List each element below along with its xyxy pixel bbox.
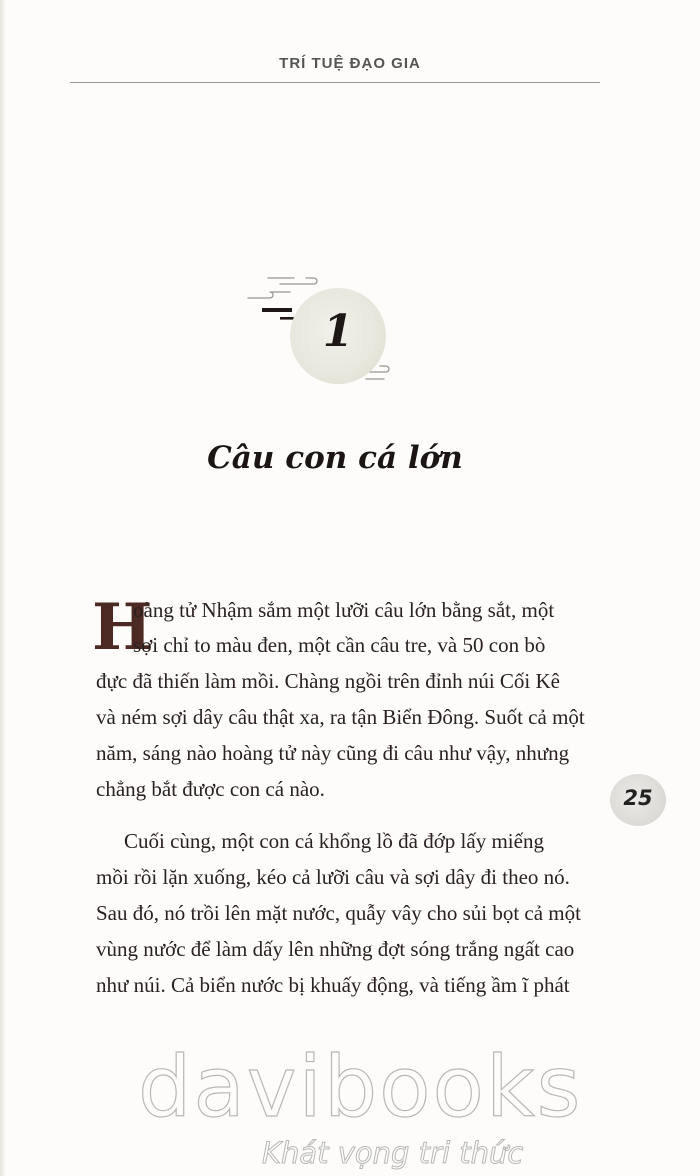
page-edge-shadow xyxy=(0,0,6,1176)
paragraph-1-line: sợi chỉ to màu đen, một cần câu tre, và 50 con bò xyxy=(133,633,546,657)
paragraph-2-line: mồi rồi lặn xuống, kéo cả lưỡi câu và sợi dây đi theo nó. xyxy=(96,865,570,889)
paragraph-2-line: như núi. Cả biển nước bị khuấy động, và tiếng ầm ĩ phát xyxy=(96,973,570,997)
paragraph-1-line: năm, sáng nào hoàng tử này cũng đi câu như vậy, nhưng xyxy=(96,741,570,765)
paragraph-1-line: oàng tử Nhậm sắm một lưỡi câu lớn bằng sắt, một xyxy=(133,598,555,622)
chapter-number: 1 xyxy=(322,306,354,357)
watermark-brand: davibooks xyxy=(138,1038,583,1136)
running-header: TRÍ TUỆ ĐẠO GIA xyxy=(279,55,421,72)
paragraph-2-line: Cuối cùng, một con cá khổng lồ đã đớp lấy miếng xyxy=(124,829,544,853)
paragraph-1-line: chẳng bắt được con cá nào. xyxy=(96,777,325,801)
paragraph-2-line: Sau đó, nó trồi lên mặt nước, quẫy vây cho sủi bọt cả một xyxy=(96,901,581,925)
chapter-title: Câu con cá lớn xyxy=(207,440,463,476)
paragraph-2-line: vùng nước để làm dấy lên những đợt sóng trắng ngất cao xyxy=(96,937,575,961)
drop-cap: H xyxy=(92,590,153,665)
paragraph-1-line: đực đã thiến làm mồi. Chàng ngồi trên đỉnh núi Cối Kê xyxy=(96,669,560,693)
watermark-slogan: Khát vọng tri thức xyxy=(262,1136,524,1170)
header-rule xyxy=(70,82,600,83)
paragraph-1-line: và ném sợi dây câu thật xa, ra tận Biển Đông. Suốt cả một xyxy=(96,705,585,729)
page-number: 25 xyxy=(623,786,653,810)
